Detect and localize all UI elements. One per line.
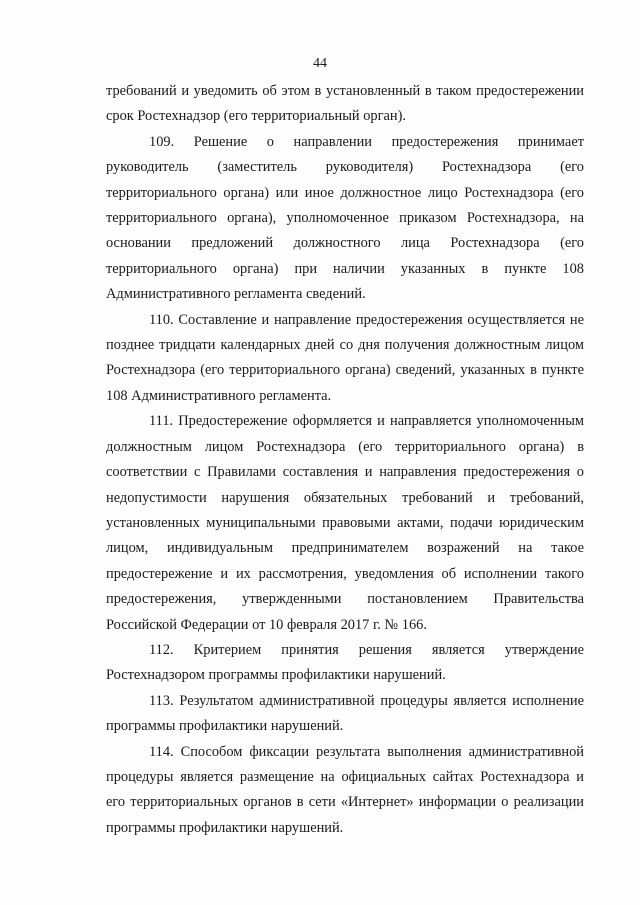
paragraph-111: 111. Предостережение оформляется и направляется уполномоченным должностным лицом Ростехнадзора (его территориального органа) в соответствии с Правилами составления и направления предостережения о недопустимости нарушения обязательных требований и требований, установленных муниципальными правовыми актами, подачи юридическим лицом, индивидуальным предпринимателем возражений на такое предостережение и их рассмотрения, уведомления об исполнении такого предостережения, утвержденными постановлением Правительства Российской Федерации от 10 февраля 2017 г. № 166. (106, 413, 584, 633)
document-body (106, 79, 584, 841)
paragraph-112: 112. Критерием принятия решения является утверждение Ростехнадзором программы профилактики нарушений. (106, 641, 584, 684)
page-number: 44 (313, 56, 327, 71)
paragraph-113: 113. Результатом административной процедуры является исполнение программы профилактики нарушений. (106, 692, 584, 735)
paragraph-109: 109. Решение о направлении предостережения принимает руководитель (заместитель руководителя) Ростехнадзора (его территориального органа) или иное должностное лицо Ростехнадзора (его территориального органа), уполномоченное приказом Ростехнадзора, на основании предложений должностного лица Ростехнадзора (его территориального органа) при наличии указанных в пункте 108 Административного регламента сведений. (106, 133, 584, 303)
paragraph-continuation: требований и уведомить об этом в установленный в таком предостережении срок Ростехнадзор (его территориальный орган). (106, 83, 584, 125)
paragraph-110: 110. Составление и направление предостережения осуществляется не позднее тридцати календарных дней со дня получения должностным лицом Ростехнадзора (его территориального органа) сведений, указанных в пункте 108 Административного регламента. (106, 311, 584, 404)
paragraph-114: 114. Способом фиксации результата выполнения административной процедуры является размещение на официальных сайтах Ростехнадзора и его территориальных органов в сети «Интернет» информации о реализации программы профилактики нарушений. (106, 743, 584, 836)
